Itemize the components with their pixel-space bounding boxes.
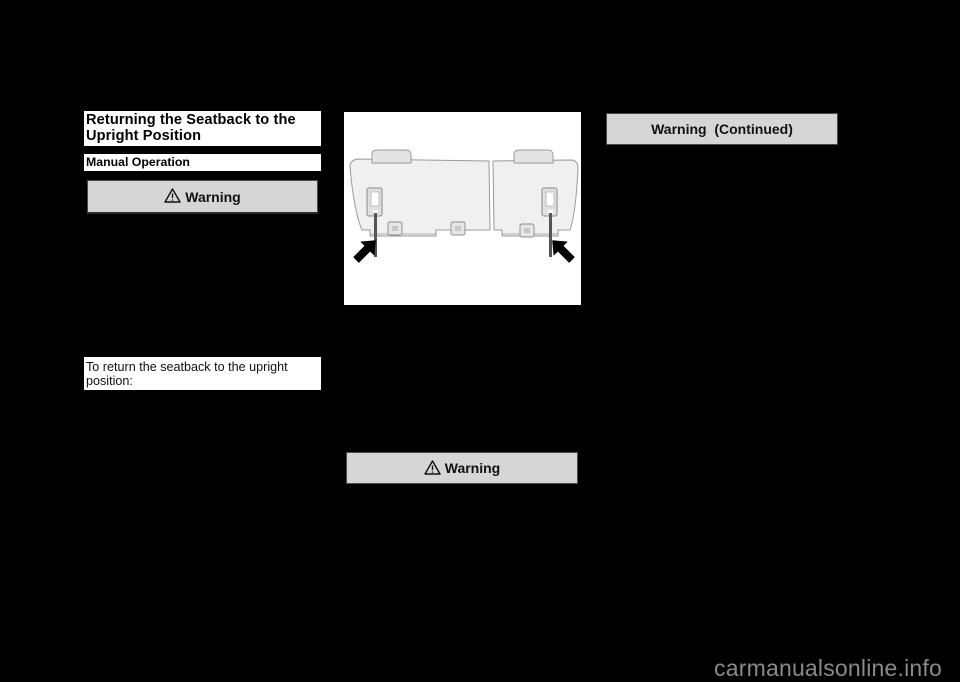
instruction-line-1: To return the seatback to the upright — [86, 360, 288, 374]
section-heading-line-2: Upright Position — [86, 128, 202, 144]
warning-continued-label: Warning (Continued) — [651, 121, 793, 137]
warning-label: Warning — [185, 188, 241, 205]
instruction-paragraph — [84, 357, 321, 388]
watermark: carmanualsonline.info — [714, 655, 942, 681]
warning-continued-box — [606, 113, 838, 145]
section-heading-line-1: Returning the Seatback to the — [86, 112, 296, 128]
warning-triangle-icon — [424, 460, 441, 475]
subheading-box — [84, 154, 321, 171]
section-heading-box — [84, 111, 321, 146]
subheading-manual-operation: Manual Operation — [86, 155, 190, 169]
instruction-paragraph-box — [84, 357, 321, 390]
warning-box-left — [87, 180, 318, 214]
instruction-line-2: position: — [86, 374, 133, 388]
left-release-lever-arrow — [349, 233, 383, 267]
seatback-drawing — [344, 112, 581, 305]
warning-box-middle — [346, 452, 578, 484]
warning-label: Warning — [444, 460, 501, 476]
warning-triangle-icon — [164, 188, 181, 203]
seatback-illustration — [344, 112, 581, 305]
section-heading — [84, 111, 321, 144]
